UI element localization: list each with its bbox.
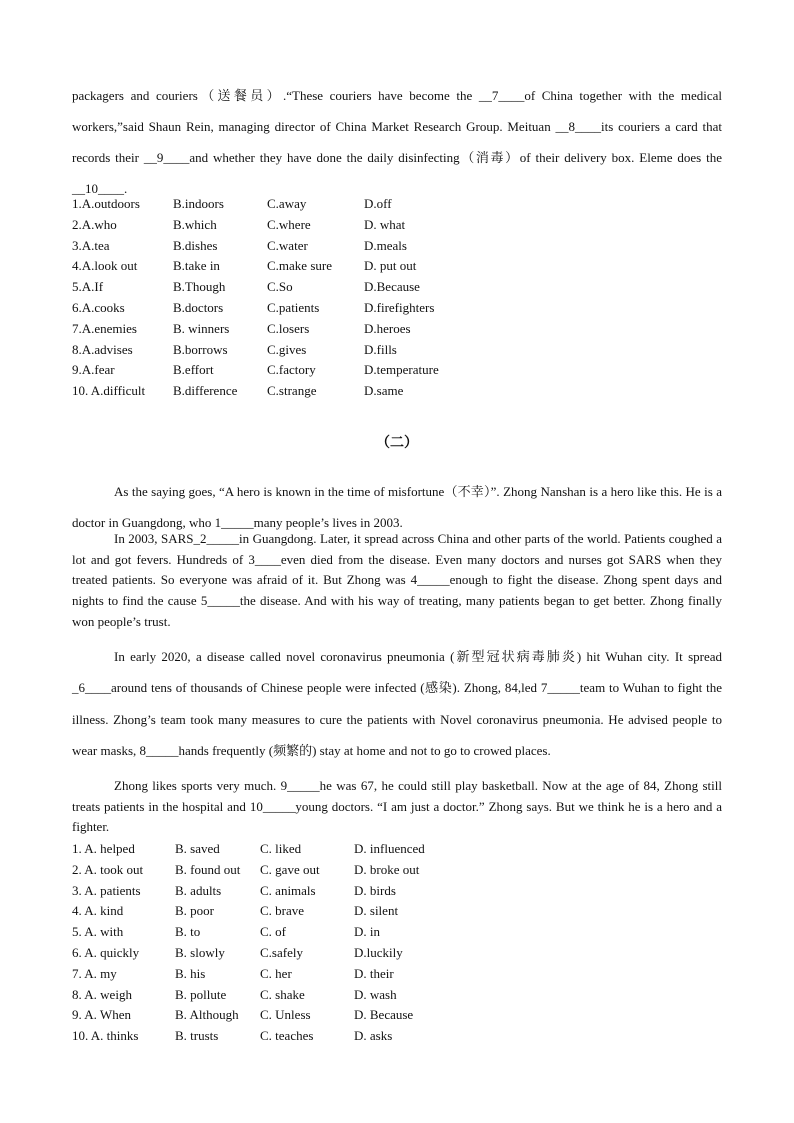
- option-d: D.meals: [364, 237, 407, 253]
- passage-two-paragraph-3: In early 2020, a disease called novel coronavirus pneumonia (新型冠状病毒肺炎) hit Wuhan city. It spread _6____around tens of thousands of Chinese people were infected (感染). Zhong, 84,led 7_____team to Wuhan to fight the illness. Zhong’s team took many measures to cure the patients with Novel coronavirus pneumonia. He advised people to wear masks, 8_____hands frequently (频繁的) stay at home and not to go to crowed places.: [72, 649, 722, 758]
- option-b: B. saved: [175, 841, 220, 856]
- option-c: C.So: [267, 279, 293, 295]
- option-a: 3. A. patients: [72, 882, 141, 898]
- option-a: 6. A. quickly: [72, 944, 140, 960]
- option-c: C.gives: [267, 341, 307, 357]
- option-d: D. wash: [354, 986, 397, 1002]
- option-d: D. in: [354, 924, 380, 940]
- option-b: B. found out: [175, 861, 241, 877]
- option-d: D. influenced: [354, 841, 425, 856]
- passage-one-paragraph: packagers and couriers（送餐员）.“These couriers have become the __7____of China together with the medical workers,”said Shaun Rein, managing director of China Market Research Group. Meituan __8____its couriers a card that records their __9____and whether they have done the daily disinfecting（消毒）of their delivery box. Eleme does the __10____.: [72, 88, 722, 196]
- option-c: C. brave: [260, 903, 305, 919]
- option-a: 9. A. When: [72, 1007, 131, 1023]
- option-c: C. Unless: [260, 1007, 311, 1023]
- option-c: C. teaches: [260, 1028, 314, 1044]
- option-c: C.factory: [267, 362, 316, 378]
- option-c: C.patients: [267, 299, 320, 315]
- option-b: B. adults: [175, 882, 222, 898]
- option-d: D.Because: [364, 279, 420, 295]
- option-d: D. what: [364, 216, 406, 232]
- option-a: 7. A. my: [72, 965, 117, 981]
- option-d: D.off: [364, 196, 392, 211]
- option-c: C. shake: [260, 986, 305, 1002]
- option-a: 8. A. weigh: [72, 986, 132, 1002]
- option-a: 2. A. took out: [72, 861, 144, 877]
- option-d: D.same: [364, 383, 404, 399]
- passage-two-paragraph-1: As the saying goes, “A hero is known in the time of misfortune（不幸）”. Zhong Nanshan is a hero like this. He is a doctor in Guangdong, who 1_____many people’s lives in 2003.: [72, 484, 722, 530]
- option-a: 3.A.tea: [72, 237, 110, 253]
- option-b: B. his: [175, 965, 206, 981]
- option-d: D. their: [354, 965, 394, 981]
- option-a: 2.A.who: [72, 216, 117, 232]
- option-d: D. asks: [354, 1028, 393, 1044]
- option-b: B.which: [173, 216, 217, 232]
- option-c: C.losers: [267, 320, 310, 336]
- option-a: 7.A.enemies: [72, 320, 137, 336]
- option-c: C. her: [260, 965, 292, 981]
- option-b: B. trusts: [175, 1028, 219, 1044]
- option-a: 4.A.look out: [72, 258, 138, 274]
- option-c: C. animals: [260, 882, 316, 898]
- option-b: B.take in: [173, 258, 220, 274]
- option-a: 5. A. with: [72, 924, 124, 940]
- option-d: D.temperature: [364, 362, 439, 378]
- option-c: C.make sure: [267, 258, 332, 274]
- option-b: B.doctors: [173, 299, 224, 315]
- option-d: D. put out: [364, 258, 417, 274]
- option-c: C.water: [267, 237, 308, 253]
- option-a: 6.A.cooks: [72, 299, 125, 315]
- option-b: B. slowly: [175, 944, 225, 960]
- option-c: C. of: [260, 924, 286, 940]
- option-a: 8.A.advises: [72, 341, 133, 357]
- option-d: D. silent: [354, 903, 399, 919]
- option-c: C.where: [267, 216, 311, 232]
- option-c: C. gave out: [260, 861, 320, 877]
- option-a: 5.A.If: [72, 279, 104, 295]
- option-d: D.firefighters: [364, 299, 435, 315]
- option-b: B.indoors: [173, 196, 224, 211]
- option-b: B.difference: [173, 383, 238, 399]
- option-d: D. broke out: [354, 861, 420, 877]
- option-c: C.strange: [267, 383, 317, 399]
- option-a: 9.A.fear: [72, 362, 115, 378]
- option-b: B.effort: [173, 362, 214, 378]
- option-c: C. liked: [260, 841, 302, 856]
- option-b: B. poor: [175, 903, 214, 919]
- option-d: D.heroes: [364, 320, 411, 336]
- option-d: D.fills: [364, 341, 397, 357]
- option-a: 10. A. thinks: [72, 1028, 139, 1044]
- option-b: B. winners: [173, 320, 230, 336]
- option-b: B.dishes: [173, 237, 218, 253]
- passage-two-paragraph-2: In 2003, SARS_2_____in Guangdong. Later, it spread across China and other parts of the world. Patients coughed a lot and got fevers. Hundreds of 3____even died from the disease. Even many doctors and nurses got SARS when they treated patients. So everyone was afraid of it. But Zhong was 4_____enough to fight the disease. Zhong spent days and nights to find the cause 5_____the disease. And with his way of treating, many patients began to get better. Zhong finally won people’s trust.: [72, 531, 722, 629]
- option-d: D. Because: [354, 1007, 414, 1023]
- option-a: 1.A.outdoors: [72, 196, 140, 211]
- option-b: B. Although: [175, 1007, 239, 1023]
- option-d: D.luckily: [354, 944, 403, 960]
- option-c: C.away: [267, 196, 307, 211]
- option-c: C.safely: [260, 944, 303, 960]
- option-a: 10. A.difficult: [72, 383, 146, 399]
- option-b: B. to: [175, 924, 201, 940]
- option-b: B. pollute: [175, 986, 227, 1002]
- passage-two-paragraph-4: Zhong likes sports very much. 9_____he was 67, he could still play basketball. Now at the age of 84, Zhong still treats patients in the hospital and 10_____young doctors. “I am just a doctor.” Zhong says. But we think he is a hero and a fighter.: [72, 778, 722, 835]
- option-a: 1. A. helped: [72, 841, 135, 856]
- option-b: B.Though: [173, 279, 226, 295]
- option-d: D. birds: [354, 882, 396, 898]
- section-heading: （二）: [376, 435, 418, 451]
- option-b: B.borrows: [173, 341, 228, 357]
- option-a: 4. A. kind: [72, 903, 124, 919]
